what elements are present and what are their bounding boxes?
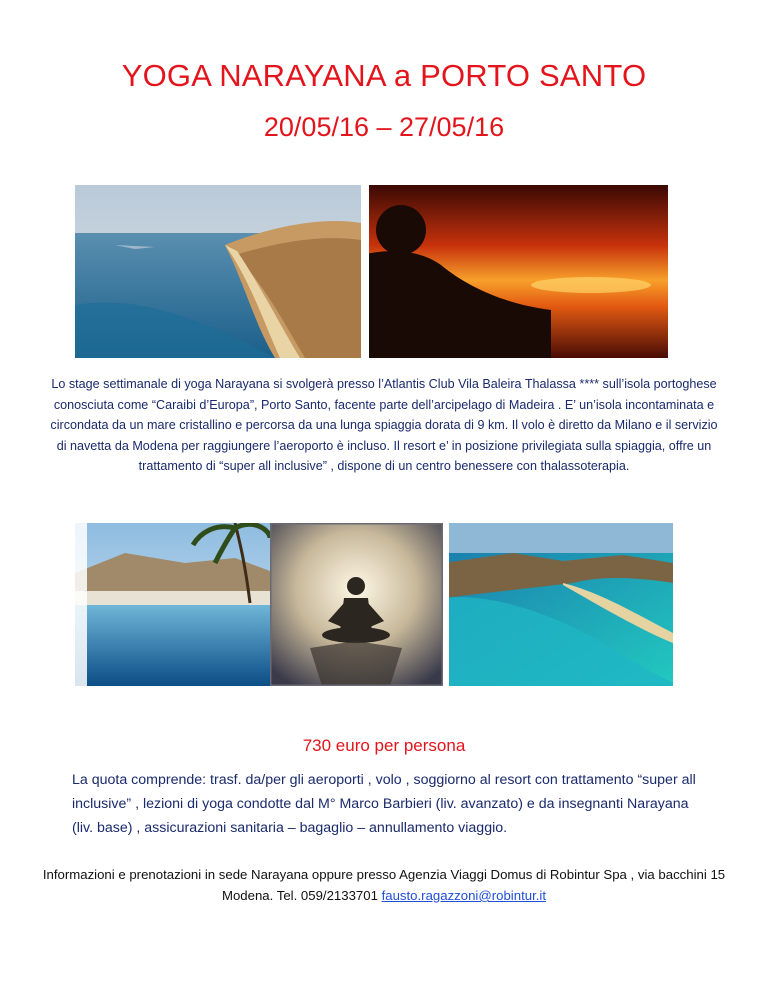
island-bay-photo <box>443 523 673 686</box>
beach-coast-photo <box>75 185 361 358</box>
yoga-lotus-photo <box>270 523 443 686</box>
event-dates: 20/05/16 – 27/05/16 <box>263 112 505 142</box>
sunset-meditation-photo <box>361 185 668 358</box>
price: 730 euro per persona <box>302 736 466 755</box>
contact-text: Informazioni e prenotazioni in sede Narayana oppure presso Agenzia Viaggi Domus di Robintur Spa , via bacchini 15 Modena. Tel. 059/2133701 <box>42 867 726 903</box>
price-includes: La quota comprende: trasf. da/per gli aeroporti , volo , soggiorno al resort con trattamento “super all inclusive” , lezioni di yoga condotte dal M° Marco Barbieri (liv. avanzato) e da insegnanti Narayana (liv. base) , assicurazioni sanitaria – bagaglio – annullamento viaggio. <box>72 772 696 836</box>
resort-pool-photo <box>75 523 270 686</box>
event-description: Lo stage settimanale di yoga Narayana si svolgerà presso l’Atlantis Club Vila Baleira Thalassa **** sull’isola portoghese conosciuta come “Caraibi d’Europa”, Porto Santo, facente parte dell’arcipelago di Madeira . E’ un’isola incontaminata e circondata da un mare cristallino e percorsa da una lunga spiaggia dorata di 9 km. Il volo è diretto da Milano e il servizio di navetta da Modena per raggiungere l’aeroporto è incluso. Il resort e’ in posizione privilegiata sulla spiaggia, offre un trattamento di “super all inclusive” , dispone di un centro benessere con thalassoterapia. <box>50 377 718 473</box>
contact-info <box>40 864 728 906</box>
email-link[interactable]: fausto.ragazzoni@robintur.it <box>381 888 546 903</box>
page-title: YOGA NARAYANA a PORTO SANTO <box>121 58 647 93</box>
